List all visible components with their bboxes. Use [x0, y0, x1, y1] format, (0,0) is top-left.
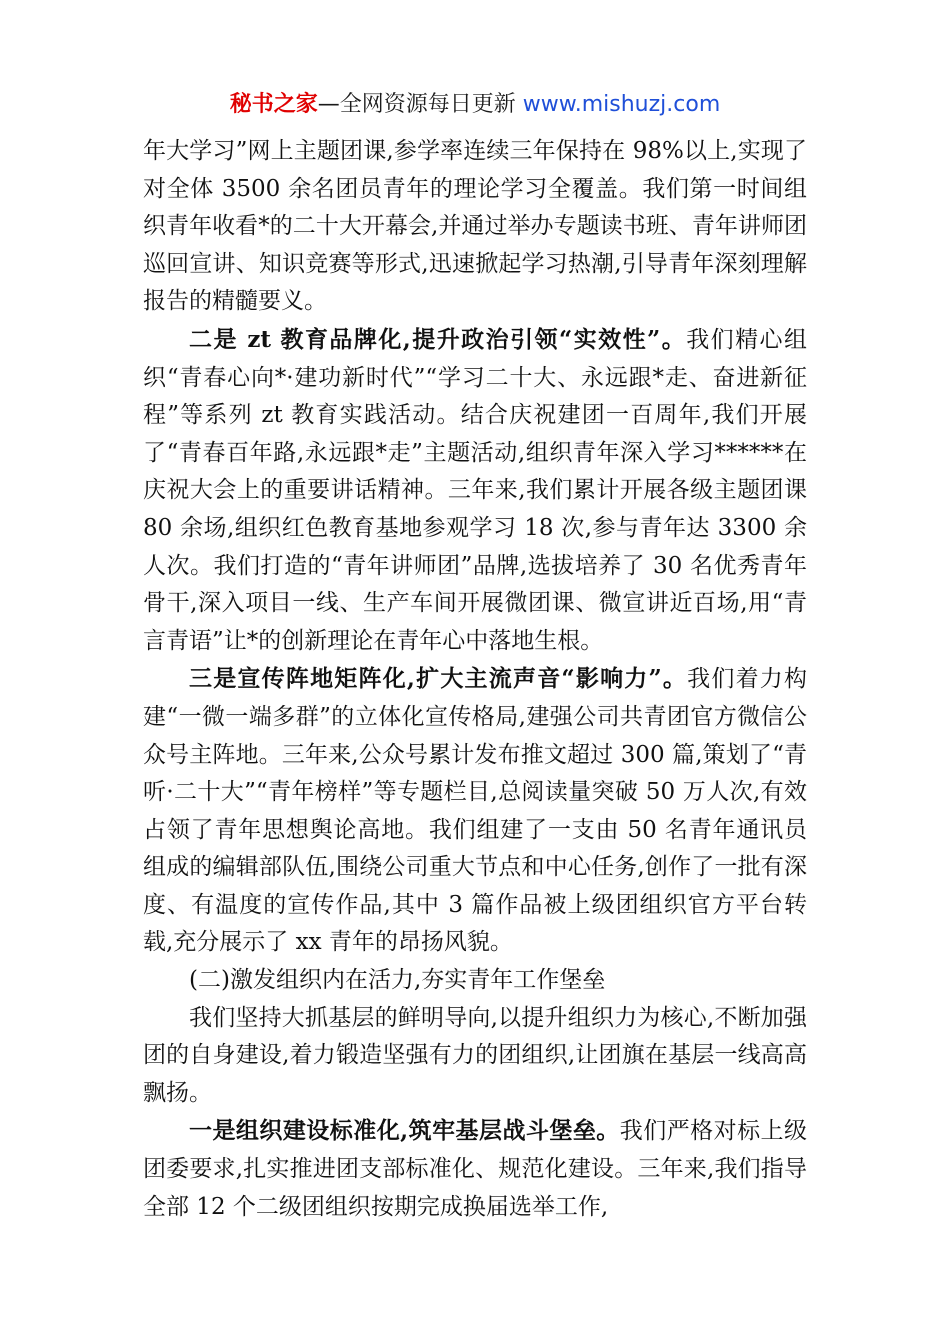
site-header	[0, 88, 950, 122]
paragraph-text: 年大学习”网上主题团课,参学率连续三年保持在 98%以上,实现了对全体 3500 余名团员青年的理论学习全覆盖。我们第一时间组织青年收看*的二十大开幕会,并通过举办专题读书班、青年讲师团巡回宣讲、知识竞赛等形式,迅速掀起学习热潮,引导青年深刻理解报告的精髓要义。	[143, 138, 807, 315]
paragraph-lead-heading: 三是宣传阵地矩阵化,扩大主流声音“影响力”。	[189, 665, 688, 693]
paragraph-lead-heading: 一是组织建设标准化,筑牢基层战斗堡垒。	[189, 1117, 620, 1145]
section-heading	[143, 962, 807, 1000]
brand-name: 秘书之家	[229, 92, 318, 117]
paragraph-continuation	[143, 133, 807, 321]
paragraph-item-one	[143, 1112, 807, 1226]
paragraph-text: 我们坚持大抓基层的鲜明导向,以提升组织力为核心,不断加强团的自身建设,着力锻造坚强有力的团组织,让团旗在基层一线高高飘扬。	[143, 1004, 807, 1106]
header-dash: —	[317, 92, 340, 117]
paragraph-text: 我们严格对标上级团委要求,扎实推进团支部标准化、规范化建设。三年来,我们指导全部 12 个二级团组织按期完成换届选举工作,	[143, 1118, 807, 1220]
paragraph-item-three	[143, 660, 807, 962]
site-url-link[interactable]: www.mishuzj.com	[522, 92, 721, 117]
section-intro-paragraph	[143, 1000, 807, 1113]
paragraph-text: 我们精心组织“青春心向*·建功新时代”“学习二十大、永远跟*走、奋进新征程”等系列 zt 教育实践活动。结合庆祝建团一百周年,我们开展了“青春百年路,永远跟*走”主题活动,组织青年深入学习******在庆祝大会上的重要讲话精神。三年来,我们累计开展各级主题团课 80 余场,组织红色教育基地参观学习 18 次,参与青年达 3300 余人次。我们打造的“青年讲师团”品牌,选拔培养了 30 名优秀青年骨干,深入项目一线、生产车间开展微团课、微宣讲近百场,用“青言青语”让*的创新理论在青年心中落地生根。	[143, 326, 808, 654]
header-slogan: 全网资源每日更新	[339, 92, 516, 117]
section-heading-text: (二)激发组织内在活力,夯实青年工作堡垒	[189, 967, 606, 994]
paragraph-item-two	[143, 321, 807, 660]
document-body	[143, 133, 807, 1226]
paragraph-lead-heading: 二是 zt 教育品牌化,提升政治引领“实效性”。	[189, 325, 687, 353]
paragraph-text: 我们着力构建“一微一端多群”的立体化宣传格局,建强公司共青团官方微信公众号主阵地。三年来,公众号累计发布推文超过 300 篇,策划了“青听·二十大”“青年榜样”等专题栏目,总阅读量突破 50 万人次,有效占领了青年思想舆论高地。我们组建了一支由 50 名青年通讯员组成的编辑部队伍,围绕公司重大节点和中心任务,创作了一批有深度、有温度的宣传作品,其中 3 篇作品被上级团组织官方平台转载,充分展示了 xx 青年的昂扬风貌。	[143, 666, 808, 956]
